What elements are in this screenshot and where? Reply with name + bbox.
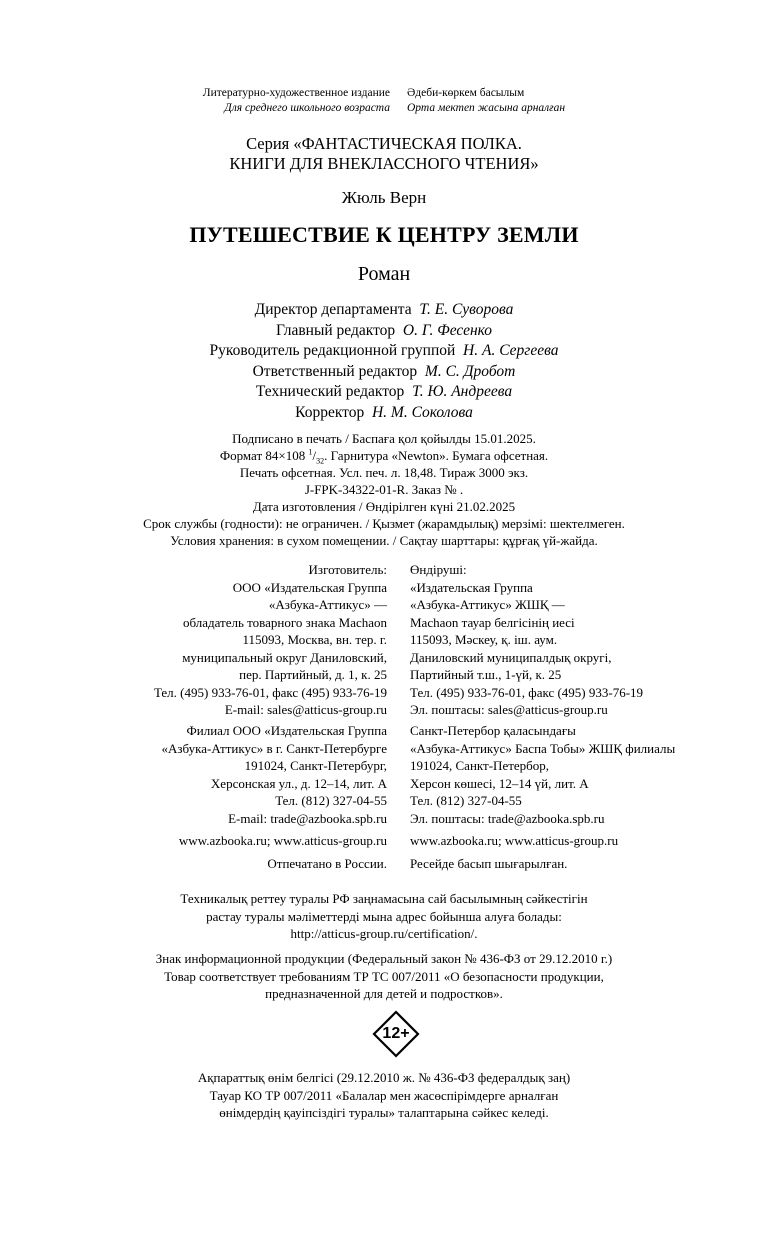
staff-row: Руководитель редакционной группой Н. А. Сергеева	[209, 342, 559, 359]
printed-in-kz: Ресейде басып шығарылған.	[410, 856, 568, 871]
edition-type-kz: Әдеби-көркем басылым	[407, 87, 525, 99]
certification-note: Техникалық реттеу туралы РФ заңнамасына сай басылымның сәйкестігін растау туралы мәліметтерді мына адрес бойынша алуға болады: http://atticus-group.ru/certification/.	[180, 891, 588, 941]
series-title: Серия «ФАНТАСТИЧЕСКАЯ ПОЛКА. КНИГИ ДЛЯ ВНЕКЛАССНОГО ЧТЕНИЯ»	[229, 134, 539, 173]
staff-row: Корректор Н. М. Соколова	[295, 403, 473, 421]
header-right	[407, 86, 667, 116]
age-group-kz: Орта мектеп жасына арналған	[407, 102, 566, 114]
format-line: Формат 84×108 $^1/_{32}$. Гарнитура «Newton». Бумага офсетная.	[219, 447, 549, 466]
age-rating-label: 12+	[382, 1025, 410, 1042]
age-rating-badge	[372, 1010, 420, 1058]
book-title: ПУТЕШЕСТВИЕ К ЦЕНТРУ ЗЕМЛИ	[189, 222, 579, 247]
staff-row: Технический редактор Т. Ю. Андреева	[255, 383, 513, 400]
maker-kz: Өндіруші: «Издательская Группа «Азбука-Аттикус» ЖШҚ — Machaon тауар белгісінің иесі 115093, Мәскеу, қ. іш. аум. Даниловский муниципалдық округі, Партийный т.ш., 1-үй, к. 25 Тел. (495) 933-76-01, факс (495) 933-76-19 Эл. поштасы: sales@atticus-group.ru	[410, 562, 644, 717]
staff-row: Директор департамента Т. Е. Суворова	[254, 301, 514, 318]
maker-ru: Изготовитель: ООО «Издательская Группа «Азбука-Аттикус» — обладатель товарного знака Machaon 115093, Москва, вн. тер. г. муниципальный округ Даниловский, пер. Партийный, д. 1, к. 25 Тел. (495) 933-76-01, факс (495) 933-76-19 E-mail: sales@atticus-group.ru	[153, 562, 387, 717]
author: Жюль Верн	[341, 188, 427, 207]
edition-type-ru: Литературно-художественное издание	[202, 87, 390, 99]
branch-ru: Филиал ООО «Издательская Группа «Азбука-Аттикус» в г. Санкт-Петербурге 191024, Санкт-Петербург, Херсонская ул., д. 12–14, лит. А Тел. (812) 327-04-55 E-mail: trade@azbooka.spb.ru	[161, 723, 387, 826]
staff-row: Главный редактор О. Г. Фесенко	[275, 321, 493, 339]
genre: Роман	[357, 263, 411, 285]
website-ru: www.azbooka.ru; www.atticus-group.ru	[178, 833, 387, 848]
staff-list	[0, 300, 768, 423]
printed-in-ru: Отпечатано в России.	[267, 856, 387, 871]
print-info: Подписано в печать / Баспаға қол қойылды 15.01.2025. Формат 84×108 $^1/_{32}$. Гарнитура «Newton». Бумага офсетная. Печать офсетная. Усл. печ. л. 18,48. Тираж 3000 экз. J-FPK-34322-01-R. Заказ № . Дата изготовления / Өндірілген күні 21.02.2025 Срок службы (годности): не ограничен. / Қызмет (жарамдылық) мерзімі: шектелмеген. Условия хранения: в сухом помещении. / Сақтау шарттары: құрғақ үй-жайда.	[0, 430, 768, 549]
website-kz: www.azbooka.ru; www.atticus-group.ru	[410, 833, 619, 848]
info-product-sign: Знак информационной продукции (Федеральный закон № 436-ФЗ от 29.12.2010 г.) Товар соответствует требованиям ТР ТС 007/2011 «О безопасности продукции, предназначенной для детей и подростков».	[155, 951, 613, 1001]
kz-info-sign: Ақпараттық өнім белгісі (29.12.2010 ж. № 436-ФЗ федералдық заң) Тауар КО ТР 007/2011 «Балалар мен жасөспірімдерге арналған өнімдердің қауіпсіздігі туралы» талаптарына сәйкес келеді.	[197, 1070, 571, 1120]
branch-kz: Санкт-Петербор қаласындағы «Азбука-Аттикус» Баспа Тобы» ЖШҚ филиалы 191024, Санкт-Петербор, Херсон көшесі, 12–14 үй, лит. А Тел. (812) 327-04-55 Эл. поштасы: trade@azbooka.spb.ru	[410, 723, 676, 826]
header-left	[150, 86, 390, 116]
staff-row: Ответственный редактор М. С. Дробот	[252, 362, 516, 380]
age-group-ru: Для среднего школьного возраста	[224, 102, 390, 114]
